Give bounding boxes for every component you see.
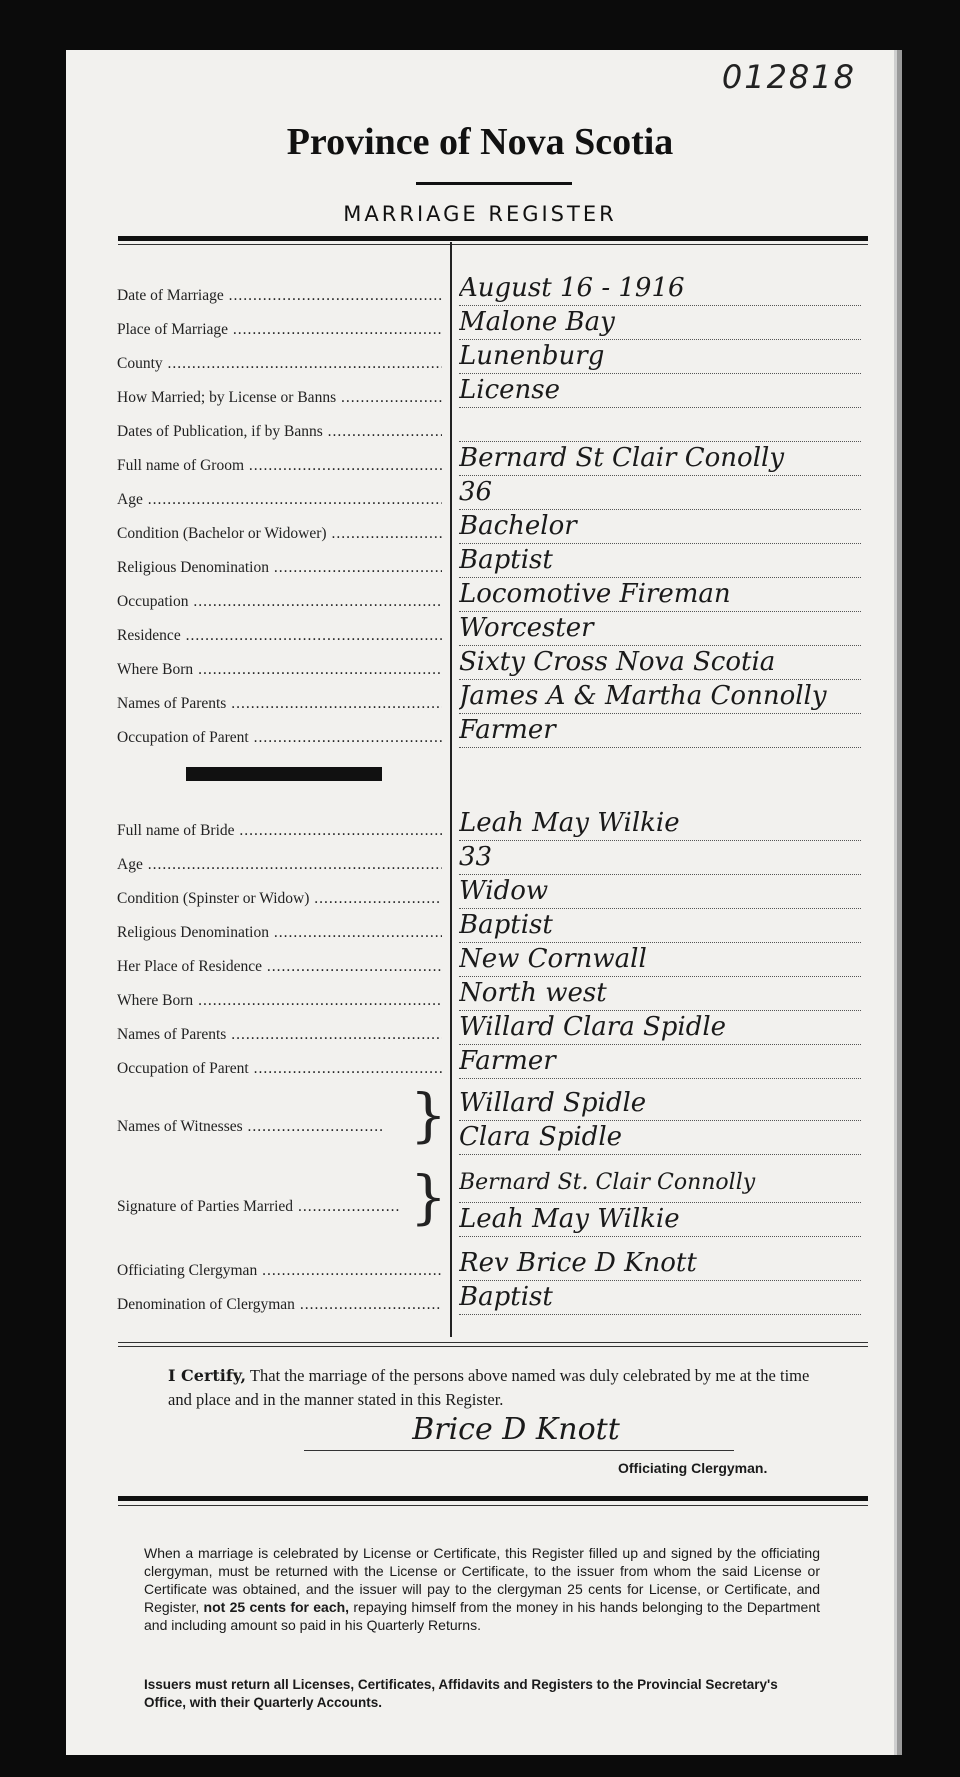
field-value: North west [459, 978, 861, 1011]
field-row [117, 649, 867, 683]
signatures-label: Signature of Parties Married ..... [117, 1198, 400, 1216]
field-row [117, 844, 867, 878]
field-row [117, 878, 867, 912]
field-label: County ..... [117, 355, 442, 373]
field-row [117, 912, 867, 946]
field-value: 36 [459, 477, 861, 510]
field-row [117, 810, 867, 844]
notice-bold: not 25 cents for each, [203, 1599, 350, 1615]
certify-rule-top [118, 1342, 868, 1343]
notice-part-2: repaying himself from the money in his hands belonging to the Department and including amount so paid in his Quarterly Returns. [144, 1599, 821, 1633]
field-value: Widow [459, 876, 861, 909]
header-rule-thin [118, 244, 868, 245]
notice-rule-thin [118, 1505, 868, 1506]
signature-caption: Officiating Clergyman. [618, 1460, 768, 1476]
field-label: Her Place of Residence ..... [117, 958, 442, 976]
field-label: Names of Parents ..... [117, 1026, 442, 1044]
header-rule [118, 236, 868, 241]
signatures-row-2 [117, 1198, 867, 1240]
section-divider-bar [186, 767, 382, 781]
field-row [117, 1048, 867, 1082]
certification-text [168, 1364, 828, 1412]
field-value: James A & Martha Connolly [459, 681, 861, 714]
field-label: Age ..... [117, 856, 442, 874]
field-label: Occupation of Parent ..... [117, 729, 442, 747]
field-row [117, 343, 867, 377]
field-value: Baptist [459, 545, 861, 578]
witnesses-label: Names of Witnesses ..... [117, 1118, 382, 1136]
field-value: Rev Brice D Knott [459, 1248, 861, 1281]
signature-groom: Bernard St. Clair Connolly [459, 1170, 861, 1203]
field-row [117, 980, 867, 1014]
field-label: Full name of Groom ..... [117, 457, 442, 475]
field-value: Baptist [459, 1282, 861, 1315]
field-value: Bachelor [459, 511, 861, 544]
issuers-note: Issuers must return all Licenses, Certificates, Affidavits and Registers to the Provincial Secretary's Office, with their Quarterly Accounts. [144, 1677, 778, 1710]
field-row [117, 309, 867, 343]
witnesses-row-2 [117, 1118, 867, 1158]
clergyman-signature: Brice D Knott [412, 1412, 620, 1447]
form-subtitle: MARRIAGE REGISTER [343, 202, 617, 226]
signature-bride: Leah May Wilkie [459, 1204, 861, 1237]
field-label: Occupation of Parent ..... [117, 1060, 442, 1078]
witness-1: Willard Spidle [459, 1088, 861, 1121]
field-value: Worcester [459, 613, 861, 646]
field-label: Date of Marriage ..... [117, 287, 442, 305]
field-value: Farmer [459, 1046, 861, 1079]
field-value: Lunenburg [459, 341, 861, 374]
field-value: Bernard St Clair Conolly [459, 443, 861, 476]
field-row [117, 1250, 867, 1284]
field-value: New Cornwall [459, 944, 861, 977]
signature-line [304, 1450, 734, 1451]
notice-part-1: When a marriage is celebrated by License or Certificate, this Register filled up and signed by the officiating clergyman, must be returned with the License or Certificate, to the issuer from whom the said License or Certificate was obtained, and the issuer will pay to the clergyman 25 cents for License, or Certificate, and Register, [144, 1545, 820, 1615]
field-value: Leah May Wilkie [459, 808, 861, 841]
field-value: Willard Clara Spidle [459, 1012, 861, 1045]
field-label: Place of Marriage ..... [117, 321, 442, 339]
certify-rule-top-2 [118, 1346, 868, 1347]
field-value: August 16 - 1916 [459, 273, 861, 306]
field-label: Where Born ..... [117, 992, 442, 1010]
field-label: Denomination of Clergyman ..... [117, 1296, 442, 1314]
field-value: Farmer [459, 715, 861, 748]
field-row [117, 946, 867, 980]
field-value: Sixty Cross Nova Scotia [459, 647, 861, 680]
field-label: Condition (Spinster or Widow) ..... [117, 890, 442, 908]
field-row [117, 275, 867, 309]
page-title: Province of Nova Scotia [286, 121, 674, 163]
field-row [117, 479, 867, 513]
field-row [117, 683, 867, 717]
field-label: Age ..... [117, 491, 442, 509]
field-label: Where Born ..... [117, 661, 442, 679]
field-row [117, 547, 867, 581]
field-label: Names of Parents ..... [117, 695, 442, 713]
field-row [117, 411, 867, 445]
certify-lead: I Certify, [168, 1366, 247, 1385]
field-label: Full name of Bride ..... [117, 822, 442, 840]
marriage-register-form [66, 50, 894, 1755]
field-row [117, 1284, 867, 1318]
field-value: 33 [459, 842, 861, 875]
field-label: Occupation ..... [117, 593, 442, 611]
serial-number: 012818 [721, 58, 856, 96]
field-label: Condition (Bachelor or Widower) ..... [117, 525, 442, 543]
field-row [117, 615, 867, 649]
field-value: Baptist [459, 910, 861, 943]
field-row [117, 581, 867, 615]
field-row [117, 717, 867, 751]
field-value: License [459, 375, 861, 408]
field-row [117, 445, 867, 479]
instructions-notice [144, 1544, 820, 1634]
title-underline [416, 182, 572, 185]
field-value: Malone Bay [459, 307, 861, 340]
witness-2: Clara Spidle [459, 1122, 861, 1155]
signatures-brace: } [410, 1163, 447, 1231]
witnesses-brace: } [410, 1081, 447, 1149]
field-label: Residence ..... [117, 627, 442, 645]
field-value [459, 409, 861, 442]
certify-body: That the marriage of the persons above named was duly celebrated by me at the time and place and in the manner stated in this Register. [168, 1366, 810, 1409]
field-label: How Married; by License or Banns ..... [117, 389, 442, 407]
field-row [117, 377, 867, 411]
field-row [117, 1014, 867, 1048]
field-row [117, 513, 867, 547]
field-label: Dates of Publication, if by Banns ..... [117, 423, 442, 441]
notice-rule [118, 1496, 868, 1501]
field-value: Locomotive Fireman [459, 579, 861, 612]
field-label: Officiating Clergyman ..... [117, 1262, 442, 1280]
field-label: Religious Denomination ..... [117, 559, 442, 577]
field-label: Religious Denomination ..... [117, 924, 442, 942]
